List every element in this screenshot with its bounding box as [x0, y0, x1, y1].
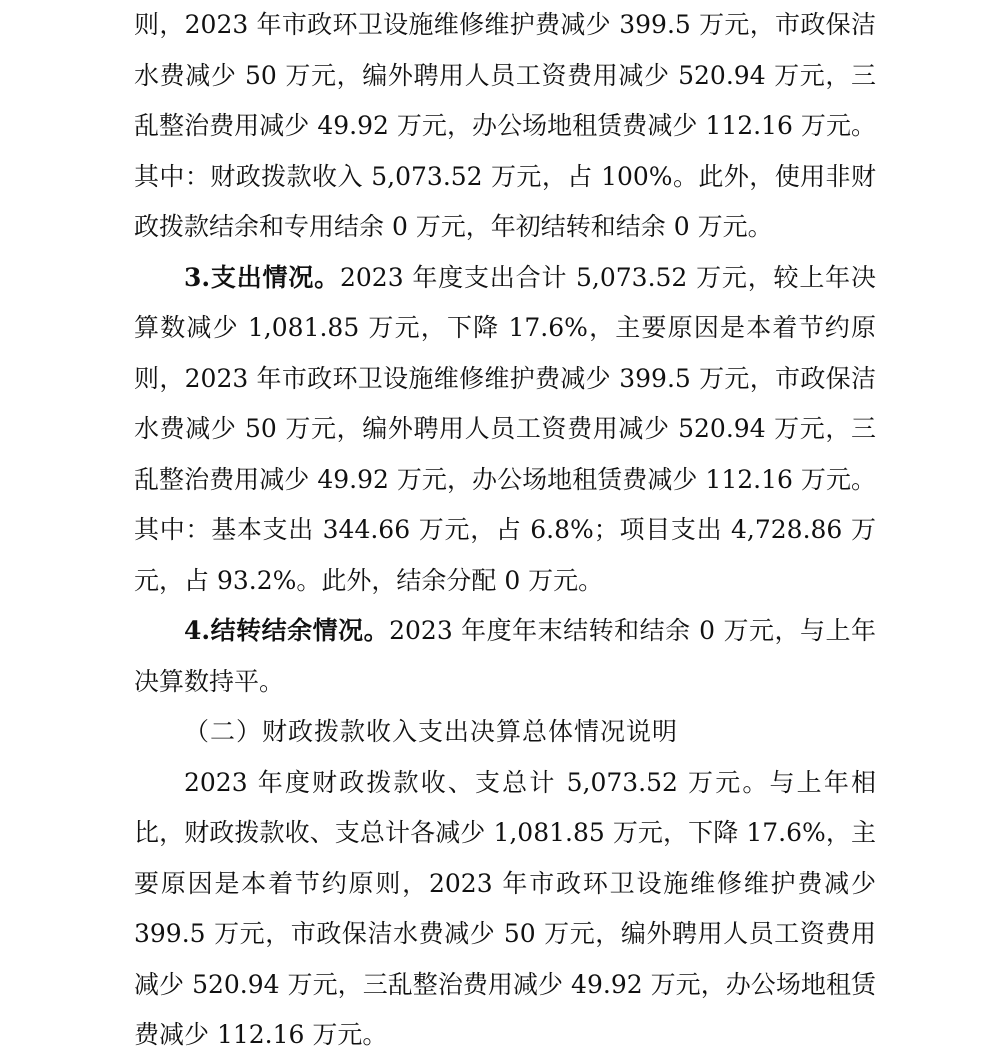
continued-paragraph: 则，2023 年市政环卫设施维修维护费减少 399.5 万元，市政保洁水费减少 50 万元，编外聘用人员工资费用减少 520.94 万元，三乱整治费用减少 49.92 万元，办公场地租赁费减少 112.16 万元。其中：财政拨款收入 5,073.52 万元，占 100%。此外，使用非财政拨款结余和专用结余 0 万元，年初结转和结余 0 万元。	[134, 10, 876, 241]
document-page	[134, 0, 876, 1061]
subsection-2-body: 2023 年度财政拨款收、支总计 5,073.52 万元。与上年相比，财政拨款收、支总计各减少 1,081.85 万元，下降 17.6%，主要原因是本着节约原则，2023 年市政环卫设施维修维护费减少 399.5 万元，市政保洁水费减少 50 万元，编外聘用人员工资费用减少 520.94 万元，三乱整治费用减少 49.92 万元，办公场地租赁费减少 112.16 万元。	[134, 767, 876, 1049]
section-3-body: 2023 年度支出合计 5,073.52 万元，较上年决算数减少 1,081.85 万元，下降 17.6%，主要原因是本着节约原则，2023 年市政环卫设施维修维护费减少 399.5 万元，市政保洁水费减少 50 万元，编外聘用人员工资费用减少 520.94 万元，三乱整治费用减少 49.92 万元，办公场地租赁费减少 112.16 万元。其中：基本支出 344.66 万元，占 6.8%；项目支出 4,728.86 万元，占 93.2%。此外，结余分配 0 万元。	[134, 262, 876, 595]
section-4-body: 2023 年度年末结转和结余 0 万元，与上年决算数持平。	[134, 616, 876, 696]
section-3-paragraph	[134, 253, 876, 607]
section-4-heading: 4.结转结余情况。	[184, 616, 390, 645]
section-4-paragraph	[134, 606, 876, 707]
section-3-heading: 3.支出情况。	[184, 262, 340, 292]
subsection-2-heading: （二）财政拨款收入支出决算总体情况说明	[184, 717, 679, 746]
